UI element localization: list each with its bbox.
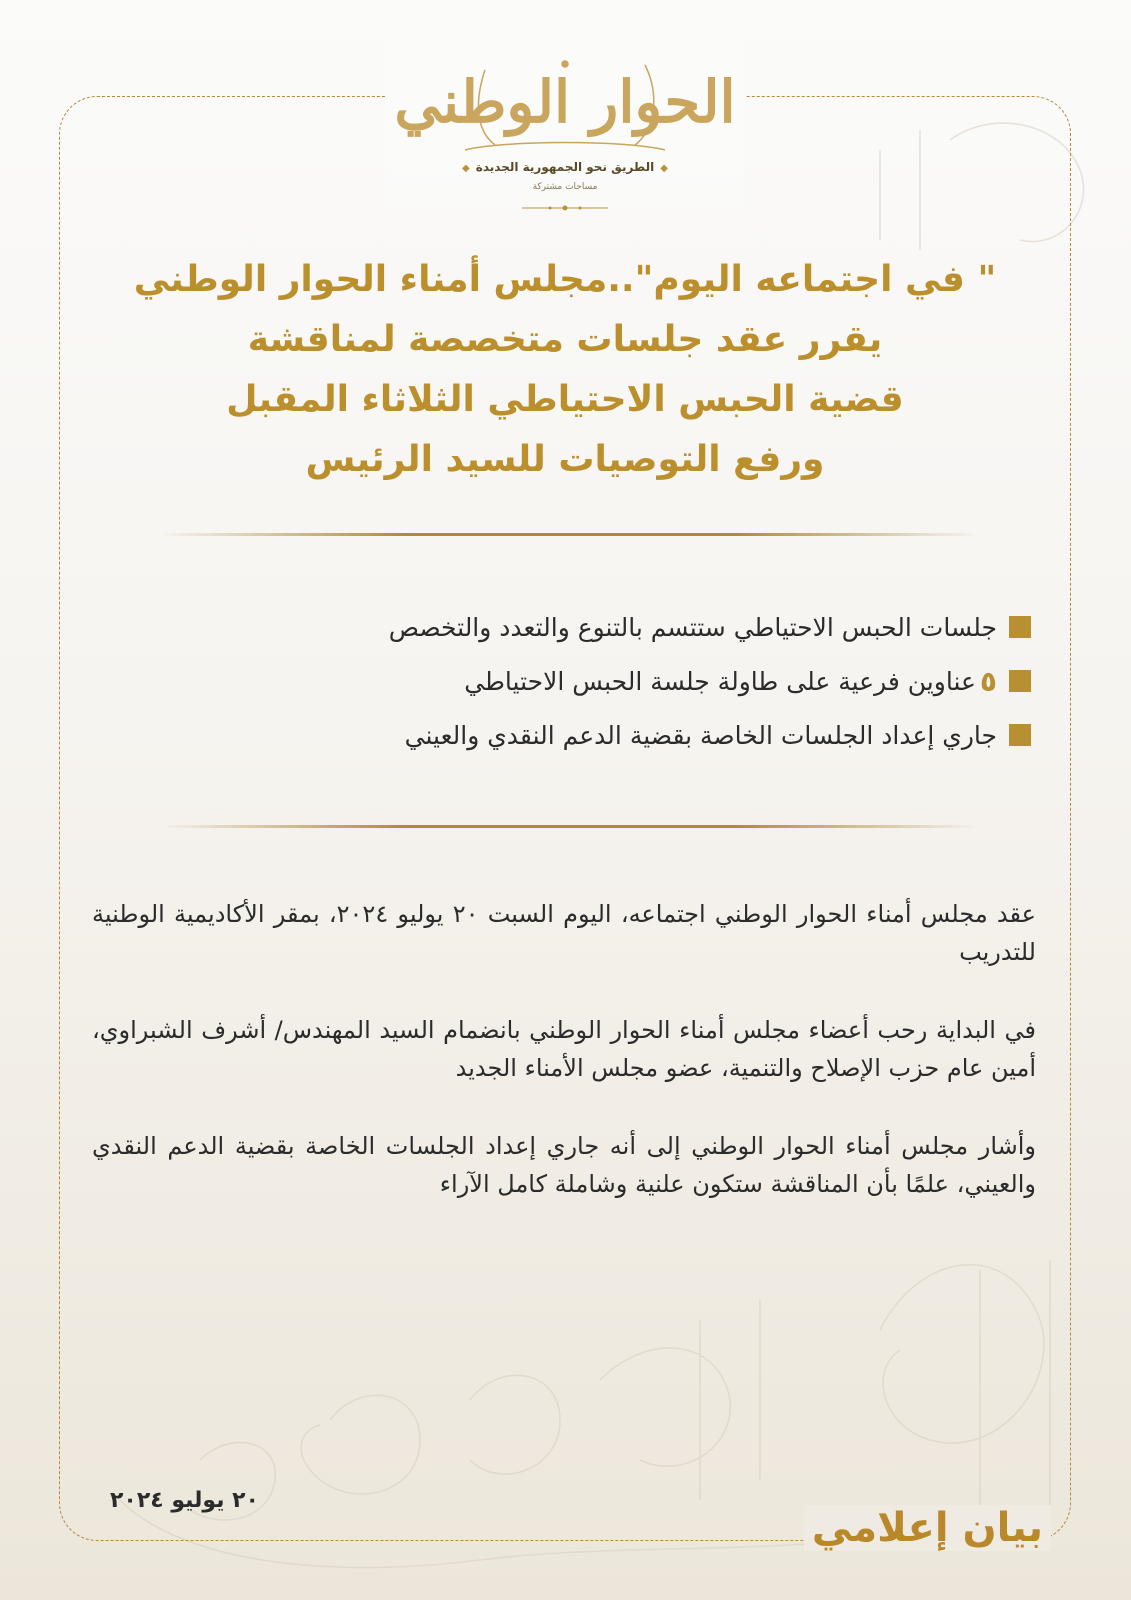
- statement-body: [92, 895, 1036, 1243]
- headline: [110, 250, 1020, 490]
- logo-title: الحوار الوطني: [394, 68, 736, 136]
- paragraph: وأشار مجلس أمناء الحوار الوطني إلى أنه جاري إعداد الجلسات الخاصة بقضية الدعم النقدي والعيني، علمًا بأن المناقشة ستكون علنية وشاملة كامل الآراء: [92, 1132, 1036, 1198]
- square-bullet-icon: [1009, 670, 1031, 692]
- logo-sub-tagline: مساحات مشتركة: [532, 182, 598, 192]
- logo-ornament-icon: [385, 198, 745, 217]
- paragraph: في البداية رحب أعضاء مجلس أمناء الحوار الوطني بانضمام السيد المهندس/ أشرف الشبراوي، أمين عام حزب الإصلاح والتنمية، عضو مجلس الأمناء الجديد: [92, 1016, 1036, 1082]
- divider: [160, 533, 980, 536]
- list-item: ٥ عناوين فرعية على طاولة جلسة الحبس الاحتياطي: [92, 654, 1031, 708]
- square-bullet-icon: [1009, 724, 1031, 746]
- headline-line: " في اجتماعه اليوم"..مجلس أمناء الحوار الوطني: [133, 259, 997, 300]
- headline-line: يقرر عقد جلسات متخصصة لمناقشة: [247, 319, 883, 360]
- list-item: جلسات الحبس الاحتياطي ستتسم بالتنوع والتعدد والتخصص: [92, 600, 1031, 654]
- logo-tagline: ◆الطريق نحو الجمهورية الجديدة◆: [462, 160, 668, 174]
- headline-line: قضية الحبس الاحتياطي الثلاثاء المقبل: [226, 379, 904, 420]
- divider: [160, 825, 980, 828]
- paragraph: عقد مجلس أمناء الحوار الوطني اجتماعه، اليوم السبت ٢٠ يوليو ٢٠٢٤، بمقر الأكاديمية الوطنية للتدريب: [92, 900, 1036, 966]
- statement-date: ٢٠ يوليو ٢٠٢٤: [110, 1488, 259, 1513]
- diamond-icon: ◆: [660, 163, 668, 174]
- item-count: ٥: [979, 664, 997, 698]
- logo: [385, 30, 745, 220]
- diamond-icon: ◆: [462, 163, 470, 174]
- list-item: جاري إعداد الجلسات الخاصة بقضية الدعم النقدي والعيني: [92, 708, 1031, 762]
- square-bullet-icon: [1009, 616, 1031, 638]
- key-points-list: [92, 600, 1031, 762]
- logo-flourish-icon: [445, 50, 685, 160]
- headline-line: ورفع التوصيات للسيد الرئيس: [305, 439, 825, 480]
- press-release-label: بيان إعلامي: [804, 1505, 1051, 1551]
